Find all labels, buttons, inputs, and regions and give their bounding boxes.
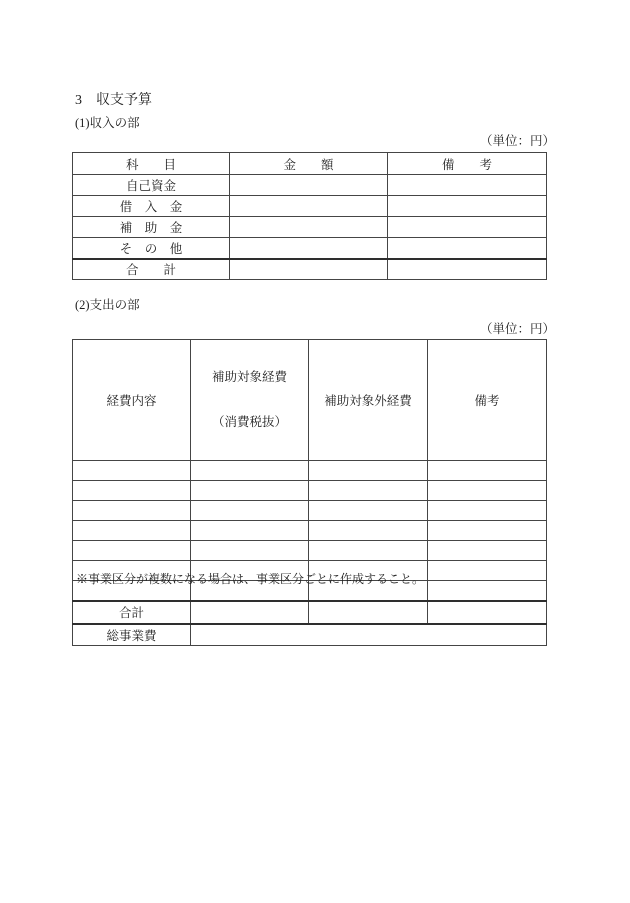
amount-cell <box>230 175 388 196</box>
remarks-cell <box>428 601 547 624</box>
expense-empty-row <box>73 501 547 521</box>
amount-cell <box>230 259 388 280</box>
remarks-cell <box>428 481 547 501</box>
grand-total-merged-cell <box>191 624 547 646</box>
income-header-item: 科 目 <box>73 153 230 175</box>
row-label: 補 助 金 <box>73 217 230 238</box>
remarks-cell <box>388 175 547 196</box>
content-cell <box>73 521 191 541</box>
row-label: 総事業費 <box>73 624 191 646</box>
income-table <box>72 152 547 280</box>
row-label: 自己資金 <box>73 175 230 196</box>
remarks-cell <box>428 461 547 481</box>
footnote: ※事業区分が複数になる場合は、事業区分ごとに作成すること。 <box>76 572 425 586</box>
nonsubsidized-cell <box>309 461 428 481</box>
subsidized-cell <box>191 481 309 501</box>
remarks-cell <box>388 217 547 238</box>
remarks-cell <box>428 521 547 541</box>
row-label: そ の 他 <box>73 238 230 259</box>
subsidized-cell <box>191 501 309 521</box>
expense-table <box>72 339 547 646</box>
remarks-cell <box>428 581 547 601</box>
amount-cell <box>230 217 388 238</box>
income-header-row <box>73 153 547 175</box>
remarks-cell <box>388 196 547 217</box>
expense-header-subsidized-line2: （消費税抜） <box>211 415 287 429</box>
remarks-cell <box>428 561 547 581</box>
income-section-heading: (1)収入の部 <box>75 116 140 130</box>
remarks-cell <box>428 541 547 561</box>
expense-header-nonsubsidized: 補助対象外経費 <box>309 340 428 461</box>
content-cell <box>73 541 191 561</box>
expense-empty-row <box>73 521 547 541</box>
remarks-cell <box>388 259 547 280</box>
income-row-other <box>73 238 547 259</box>
income-header-amount: 金 額 <box>230 153 388 175</box>
subsidized-cell <box>191 601 309 624</box>
document-title: 3 収支予算 <box>75 93 152 108</box>
income-row-loans <box>73 196 547 217</box>
row-label: 借 入 金 <box>73 196 230 217</box>
amount-cell <box>230 196 388 217</box>
expense-empty-row <box>73 541 547 561</box>
expense-section-heading: (2)支出の部 <box>75 298 140 312</box>
subsidized-cell <box>191 521 309 541</box>
amount-cell <box>230 238 388 259</box>
nonsubsidized-cell <box>309 501 428 521</box>
subsidized-cell <box>191 461 309 481</box>
expense-empty-row <box>73 461 547 481</box>
expense-total-row <box>73 601 547 624</box>
expense-header-row <box>73 340 547 461</box>
content-cell <box>73 501 191 521</box>
nonsubsidized-cell <box>309 541 428 561</box>
row-label: 合 計 <box>73 259 230 280</box>
income-row-subsidy <box>73 217 547 238</box>
expense-unit-label: （単位：円） <box>479 322 555 336</box>
nonsubsidized-cell <box>309 481 428 501</box>
expense-header-remarks: 備考 <box>428 340 547 461</box>
remarks-cell <box>388 238 547 259</box>
content-cell <box>73 481 191 501</box>
expense-grand-total-row <box>73 624 547 646</box>
expense-header-subsidized-line1: 補助対象経費 <box>211 370 287 384</box>
expense-empty-row <box>73 481 547 501</box>
subsidized-cell <box>191 541 309 561</box>
income-row-own-funds <box>73 175 547 196</box>
income-header-remarks: 備 考 <box>388 153 547 175</box>
income-unit-label: （単位：円） <box>479 134 555 148</box>
nonsubsidized-cell <box>309 521 428 541</box>
nonsubsidized-cell <box>309 601 428 624</box>
content-cell <box>73 461 191 481</box>
income-row-total <box>73 259 547 280</box>
expense-header-content: 経費内容 <box>73 340 191 461</box>
expense-header-subsidized <box>191 340 309 461</box>
row-label: 合計 <box>73 601 191 624</box>
remarks-cell <box>428 501 547 521</box>
